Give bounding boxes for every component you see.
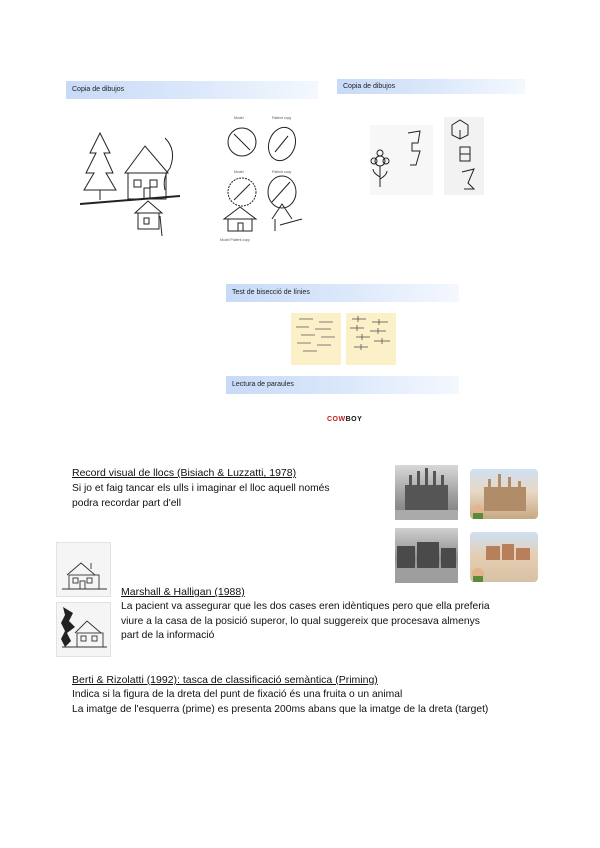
house-caption: Model Patient copy xyxy=(220,238,250,242)
cathedral-silhouette-1 xyxy=(395,465,458,520)
milan-square-photo-2 xyxy=(470,532,538,582)
cowboy-black-part: BOY xyxy=(345,416,363,423)
clock-label-1: Model xyxy=(234,116,244,120)
section2-heading: Marshall & Halligan (1988) xyxy=(121,586,245,598)
section2-text xyxy=(121,600,490,644)
cowboy-word xyxy=(327,416,362,423)
section3-heading: Berti & Rizolatti (1992): tasca de classificació semàntica (Priming) xyxy=(72,674,378,686)
milan-cathedral-photo-1 xyxy=(395,465,458,520)
clock-label-2: Patient copy xyxy=(272,116,292,120)
milan-cathedral-photo-2 xyxy=(470,469,538,519)
section2-line-2: viure a la casa de la posició superor, lo qual suggereix que procesava almenys xyxy=(121,615,480,627)
bar-copia-dibujos: Copia de dibujos xyxy=(66,81,318,99)
bar-word-reading: Lectura de paraules xyxy=(226,376,459,394)
bisection-lines-left xyxy=(291,313,341,365)
section1-text xyxy=(72,482,330,511)
section3-line-1: Indica si la figura de la dreta del punt de fixació és una fruita o un animal xyxy=(72,689,403,700)
section1-line-2: podra recordar part d'ell xyxy=(72,497,181,509)
section1-heading: Record visual de llocs (Bisiach & Luzzatti, 1978) xyxy=(72,467,297,479)
flower-sketch xyxy=(370,125,433,195)
section2-line-3: part de la informació xyxy=(121,630,215,641)
house-figure-bottom xyxy=(56,602,111,657)
clocks-houses-drawing xyxy=(220,112,315,247)
square-silhouette-1 xyxy=(395,528,458,583)
clock-sketches xyxy=(220,112,315,247)
house-sketch-top xyxy=(57,543,112,598)
bisection-sheet-left xyxy=(291,313,341,365)
clock-label-3: Model xyxy=(234,170,244,174)
bisection-sheet-right xyxy=(346,313,396,365)
bar-copia-dibujos-2: Copia de dibujos xyxy=(337,79,525,94)
section3-text xyxy=(72,688,488,717)
tree-house-sketch xyxy=(80,128,180,240)
cowboy-red-part: COW xyxy=(327,416,346,423)
flower-drawing xyxy=(370,125,433,195)
cube-drawing xyxy=(444,117,484,195)
house-sketch-bottom xyxy=(57,603,112,658)
milan-square-photo-1 xyxy=(395,528,458,583)
cathedral-silhouette-2 xyxy=(470,469,538,519)
section3-line-2: La imatge de l'esquerra (prime) es presenta 200ms abans que la imatge de la dreta (target) xyxy=(72,703,489,715)
cube-sketch xyxy=(444,117,484,195)
section2-line-1: La pacient va assegurar que les dos cases eren idèntiques pero que ella preferia xyxy=(121,601,490,612)
house-figure-top xyxy=(56,542,111,597)
tree-house-drawing xyxy=(80,128,180,240)
clock-label-4: Patient copy xyxy=(272,170,292,174)
section1-line-1: Si jo et faig tancar els ulls i imaginar el lloc aquell només xyxy=(72,483,330,494)
bisection-lines-right xyxy=(346,313,396,365)
bar-line-bisection: Test de bisecció de línies xyxy=(226,284,459,302)
square-silhouette-2 xyxy=(470,532,538,582)
